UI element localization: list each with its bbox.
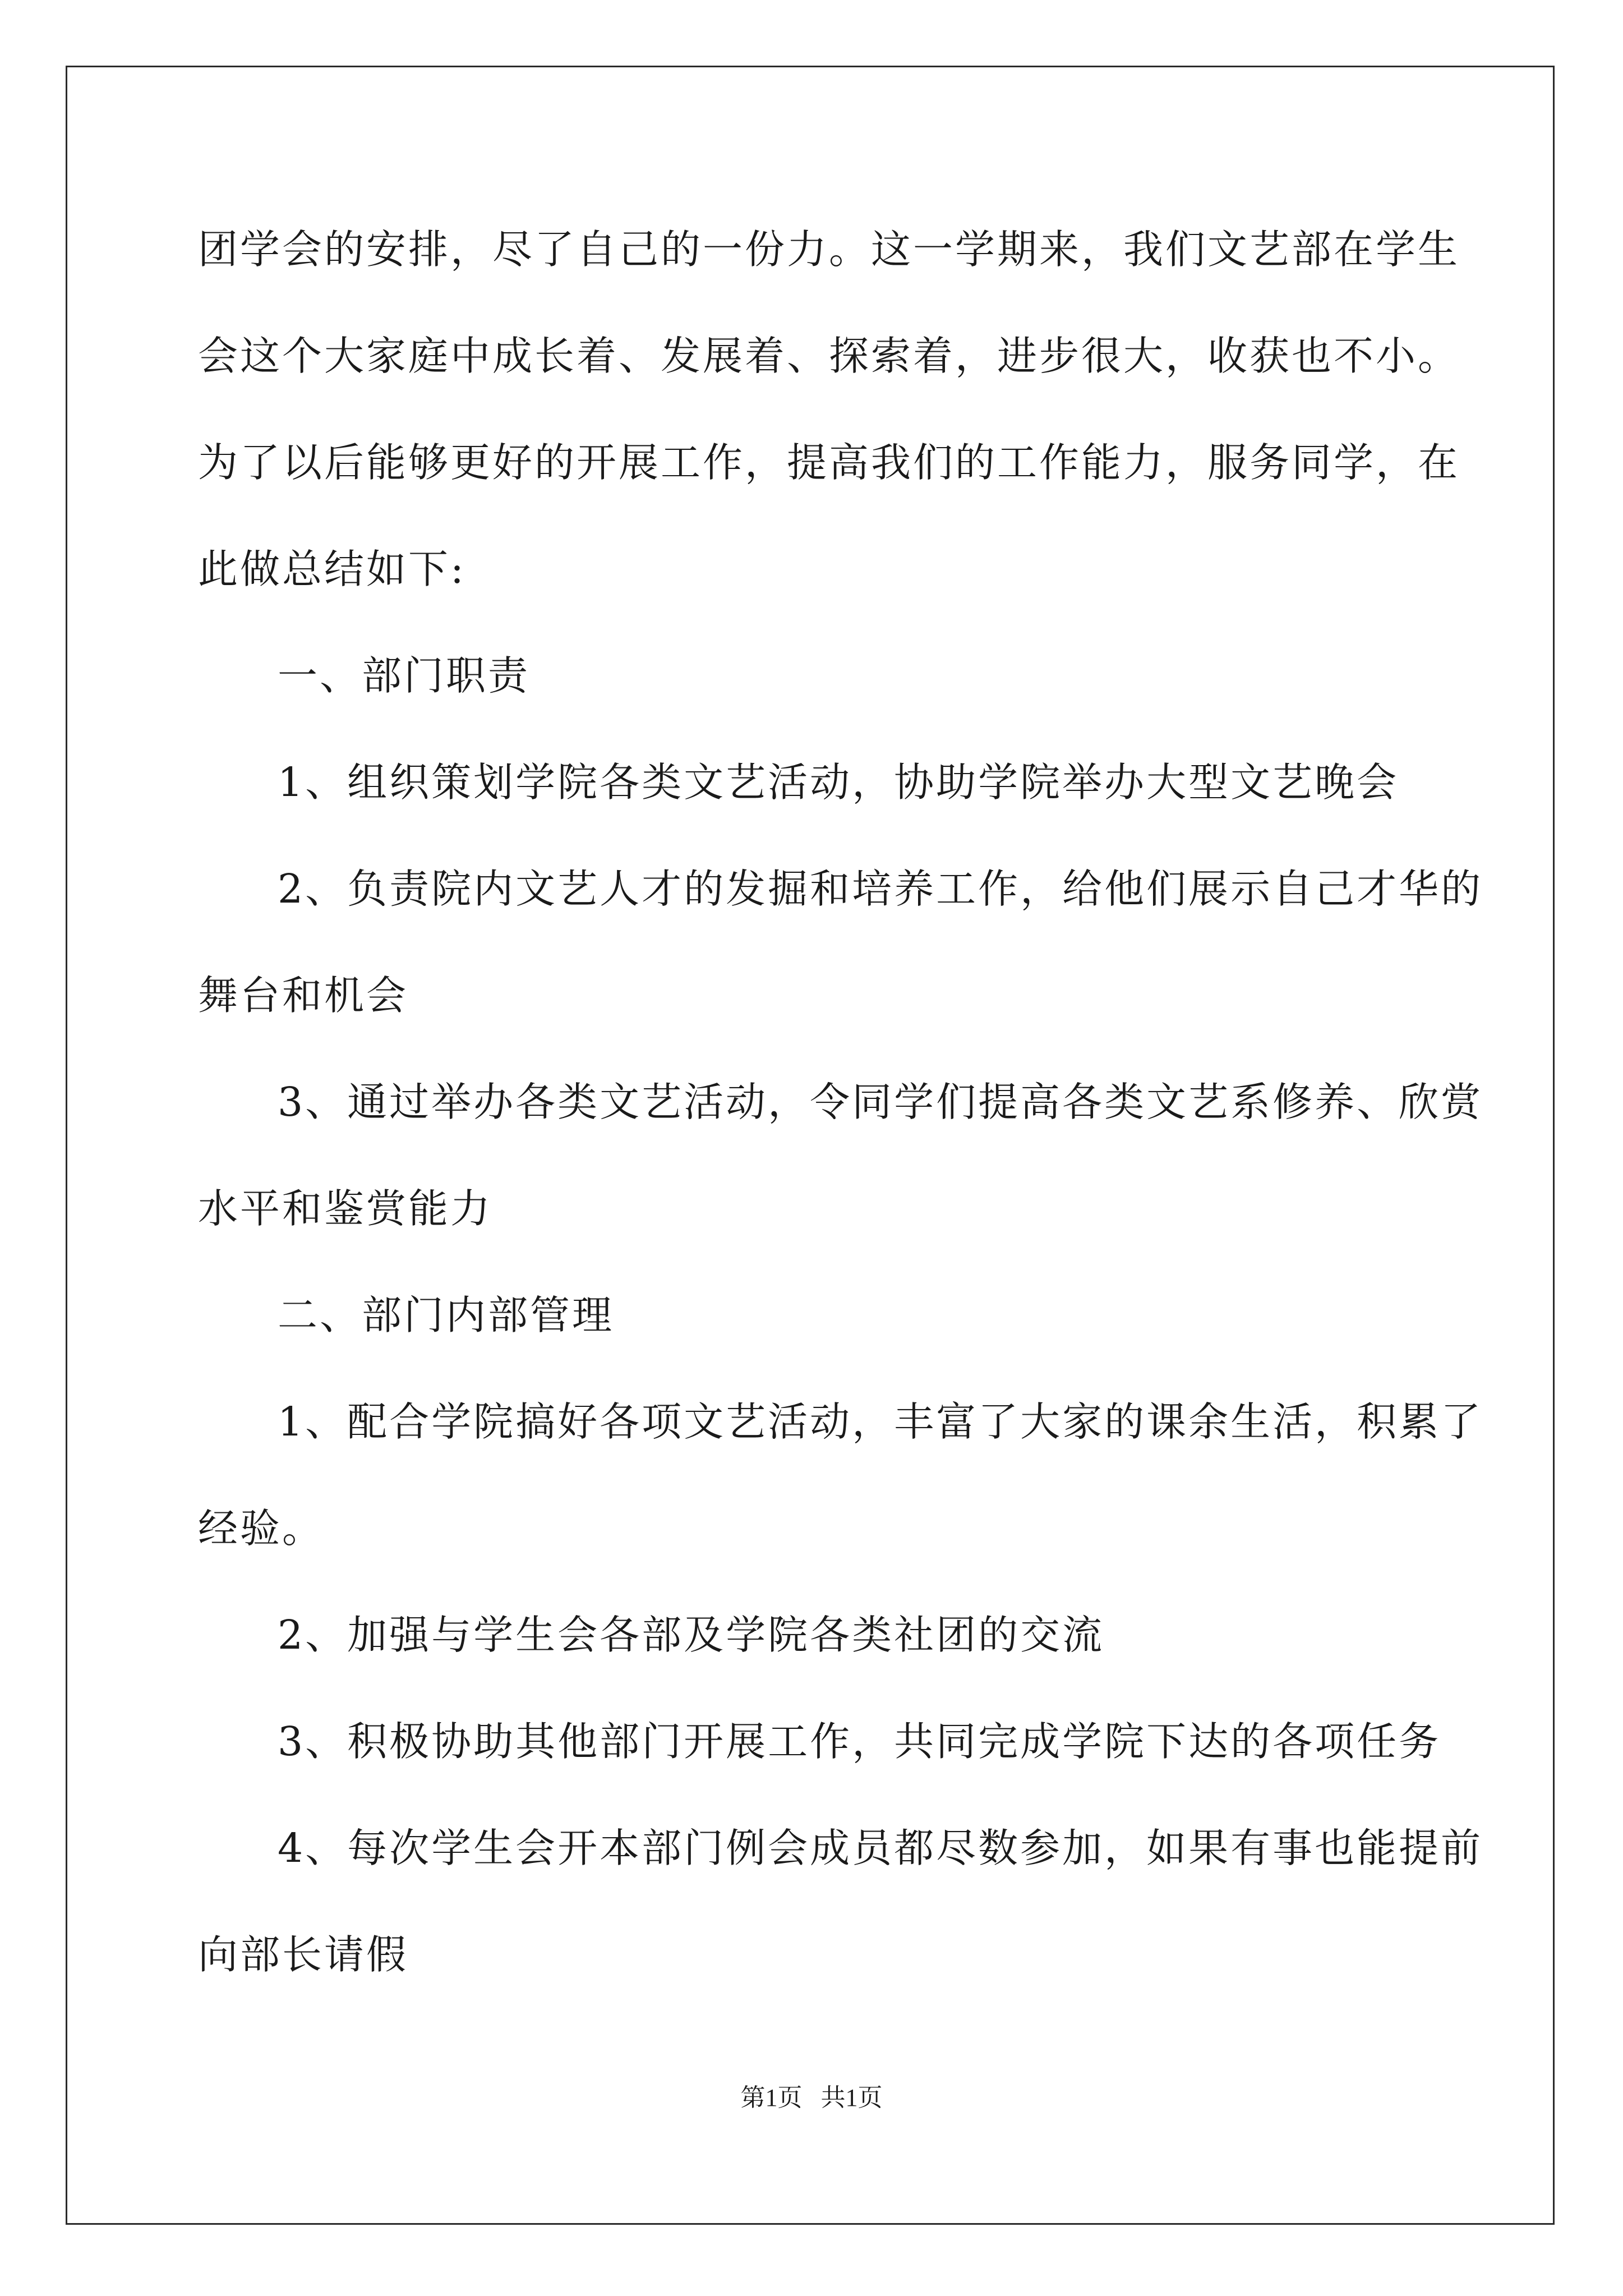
section-heading: 一、部门职责 [278, 652, 531, 699]
body-text-line: 会这个大家庭中成长着、发展着、探索着，进步很大，收获也不小。 [198, 333, 1460, 379]
body-text-line: 经验。 [198, 1505, 325, 1552]
body-text-line: 3、通过举办各类文艺活动，令同学们提高各类文艺系修养、欣赏 [278, 1079, 1483, 1125]
body-text-line: 此做总结如下: [198, 546, 466, 592]
body-text-line: 水平和鉴赏能力 [198, 1185, 493, 1232]
body-text-line: 为了以后能够更好的开展工作，提高我们的工作能力，服务同学，在 [198, 439, 1460, 486]
body-text-line: 团学会的安排，尽了自己的一份力。这一学期来，我们文艺部在学生 [198, 226, 1460, 273]
body-text-line: 2、负责院内文艺人才的发掘和培养工作，给他们展示自己才华的 [278, 866, 1483, 912]
section-heading: 二、部门内部管理 [278, 1292, 615, 1338]
body-text-line: 向部长请假 [198, 1931, 409, 1978]
page-border [66, 66, 1555, 2225]
body-text-line: 舞台和机会 [198, 972, 409, 1019]
page-number-footer: 第1页 共1页 [740, 2084, 883, 2111]
body-text-line: 4、每次学生会开本部门例会成员都尽数参加，如果有事也能提前 [278, 1825, 1483, 1871]
body-text-line: 2、加强与学生会各部及学院各类社团的交流 [278, 1612, 1105, 1658]
body-text-line: 3、积极协助其他部门开展工作，共同完成学院下达的各项任务 [278, 1718, 1441, 1765]
body-text-line: 1、组织策划学院各类文艺活动，协助学院举办大型文艺晚会 [278, 759, 1399, 806]
body-text-line: 1、配合学院搞好各项文艺活动，丰富了大家的课余生活，积累了 [278, 1398, 1483, 1445]
